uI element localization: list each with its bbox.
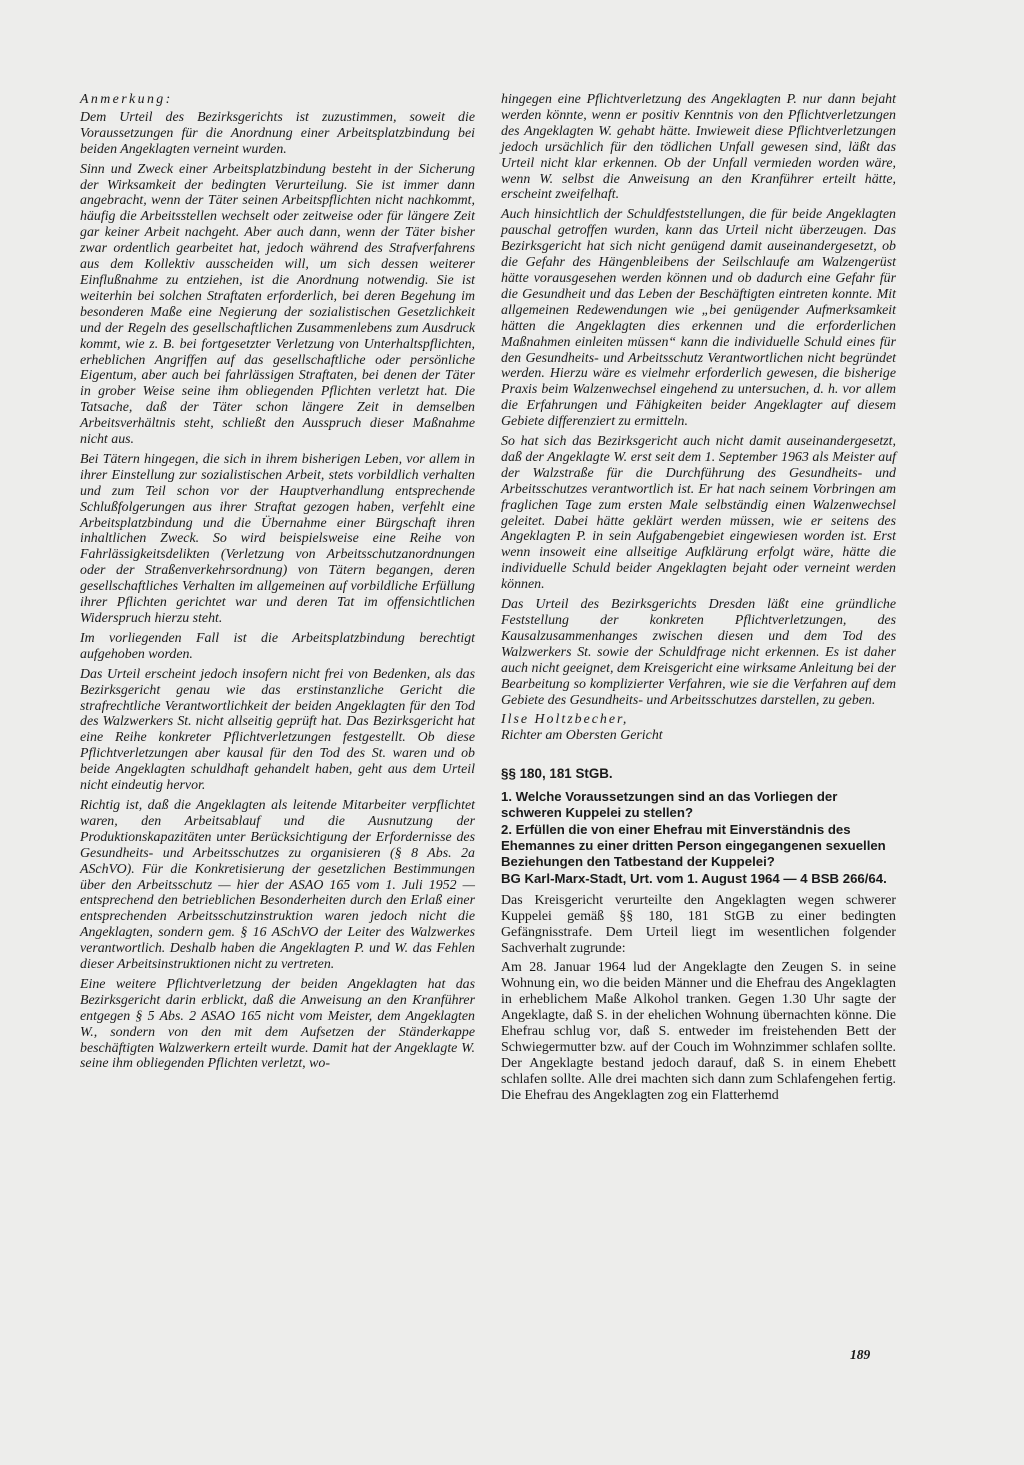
signature-title: Richter am Obersten Gericht — [501, 728, 663, 744]
headnote-question: 1. Welche Voraussetzungen sind an das Vorliegen der schweren Kuppelei zu stellen? — [501, 789, 838, 820]
annotation-paragraph: hingegen eine Pflichtverletzung des Angeklagten P. nur dann bejaht werden könnte, wenn er positiv Kenntnis von den Pflichtverletzungen des Angeklagten W. gehabt hätte. Inwieweit diese Pflichtverletzungen jedoch ursächlich für den tödlichen Unfall gewesen sind, läßt das Urteil nicht klar erkennen. Ob der Unfall vermieden worden wäre, wenn W. selbst die Anweisung an den Kranführer erteilt hätte, erscheint zweifelhaft. — [501, 92, 896, 203]
annotation-paragraph: Dem Urteil des Bezirksgerichts ist zuzustimmen, soweit die Voraussetzungen für die Anordnung einer Arbeitsplatzbindung bei beiden Angeklagten verneint wurden. — [80, 109, 475, 157]
annotation-paragraph: Das Urteil erscheint jedoch insofern nicht frei von Bedenken, als das Bezirksgericht genau wie das erstinstanzliche Gericht die strafrechtliche Verantwortlichkeit der beiden Angeklagten für den Tod des Walzwerkers St. nicht allseitig geprüft hat. Das Bezirksgericht hat eine Reihe konkreter Pflichtverletzungen festgestellt. Ob diese Pflichtverletzungen aber kausal für den Tod des St. waren und ob beide Angeklagten schuldhaft gehandelt haben, geht aus dem Urteil nicht eindeutig hervor. — [80, 666, 475, 794]
law-section-heading: §§ 180, 181 StGB. — [501, 766, 613, 782]
annotation-paragraph: Richtig ist, daß die Angeklagten als leitende Mitarbeiter verpflichtet waren, den Arbeitsablauf und die Ausnutzung der Produktionskapazitäten unter Berücksichtigung der Erfordernisse des Gesundheits- und Arbeitsschutzes zu organisieren (§ 8 Abs. 2a ASchVO). Für die Konkretisierung der gesetzlichen Bestimmungen über den Arbeitsschutz — hier der ASAO 165 vom 1. Juli 1952 — entsprechend den betrieblichen Besonderheiten durch den Erlaß einer entsprechenden Arbeitsschutzinstruktion waren jedoch nicht die Angeklagten, sondern gem. § 16 ASchVO der Leiter des Walzwerkes verantwortlich. Deshalb haben die Angeklagten P. und W. das Fehlen dieser Arbeitsinstruktionen nicht zu vertreten. — [80, 797, 475, 973]
annotation-paragraph: Im vorliegenden Fall ist die Arbeitsplatzbindung berechtigt aufgehoben worden. — [80, 630, 475, 662]
headnote-question: 2. Erfüllen die von einer Ehefrau mit Einverständnis des Ehemannes zu einer dritten Person eingegangenen sexuellen Beziehungen den Tatbestand der Kuppelei? — [501, 822, 886, 869]
right-column — [501, 92, 896, 1108]
annotation-paragraph: Auch hinsichtlich der Schuldfeststellungen, die für beide Angeklagten pauschal getroffen wurden, kann das Urteil nicht überzeugen. Das Bezirksgericht hat sich nicht genügend damit auseinandergesetzt, ob die Gefahr des Hängenbleibens der Seilschlaufe am Walzengerüst hätte vorausgesehen werden können und ob dadurch eine Gefahr für die Gesundheit und das Leben der Beschäftigten eintreten konnte. Mit allgemeinen Redewendungen wie „bei genügender Aufmerksamkeit hätten die Angeklagten dies erkennen und die erforderlichen Maßnahmen einleiten müssen“ kann die individuelle Schuld eines für den Gesundheits- und Arbeitsschutz Verantwortlichen nicht begründet werden. Hierzu wäre es vielmehr erforderlich gewesen, die bisherige Praxis beim Walzenwechsel eingehend zu untersuchen, d. h. vor allem die Erfahrungen und Fähigkeiten beider Angeklagter auf diesem Gebiete differenziert zu ermitteln. — [501, 207, 896, 430]
left-column — [80, 92, 475, 1108]
two-column-layout — [80, 92, 894, 1108]
annotation-paragraph: So hat sich das Bezirksgericht auch nicht damit auseinandergesetzt, daß der Angeklagte W. erst seit dem 1. September 1963 als Meister auf der Walzstraße für die Durchführung des Gesundheits- und Arbeitsschutzes verantwortlich ist. Er hat nach seinem Vorbringen am fraglichen Tage zum ersten Male selbständig einen Walzenwechsel geleitet. Dabei hätte geklärt werden müssen, wie er seitens des Angeklagten P. in sein Aufgabengebiet eingewiesen worden ist. Erst wenn insoweit eine allseitige Aufklärung erfolgt wäre, hätte die individuelle Schuld beider Angeklagten bejaht oder verneint werden können. — [501, 434, 896, 593]
signature-name: Ilse Holtzbecher, — [501, 712, 629, 728]
judgment-paragraph: Das Kreisgericht verurteilte den Angeklagten wegen schwerer Kuppelei gemäß §§ 180, 181 StGB zu einer bedingten Gefängnisstrafe. Dem Urteil liegt im wesentlichen folgender Sachverhalt zugrunde: — [501, 892, 896, 956]
page-number: 189 — [850, 1347, 871, 1362]
annotation-paragraph: Eine weitere Pflichtverletzung der beiden Angeklagten hat das Bezirksgericht darin erblickt, daß die Anweisung an den Kranführer entgegen § 5 Abs. 2 ASAO 165 nicht vom Meister, dem Angeklagten W., sondern von den mit dem Aufsetzen der Ständerkappe beschäftigten Walzwerkern erteilt wurde. Damit hat der Angeklagte W. seine ihm obliegenden Pflichten verletzt, wo- — [80, 976, 475, 1072]
annotation-paragraph: Das Urteil des Bezirksgerichts Dresden läßt eine gründliche Feststellung der konkreten Pflichtverletzungen, des Kausalzusammenhanges zwischen diesen und dem Tod des Walzwerkers St. sowie der Schuldfrage nicht erkennen. Es ist daher auch nicht geeignet, dem Kreisgericht eine wirksame Anleitung bei der Bearbeitung so komplizierter Verfahren, wie sie die Verfahren auf dem Gebiete des Gesundheits- und Arbeitsschutzes darstellen, zu geben. — [501, 597, 896, 708]
court-reference: BG Karl-Marx-Stadt, Urt. vom 1. August 1964 — 4 BSB 266/64. — [501, 871, 887, 887]
annotation-heading: Anmerkung: — [80, 92, 173, 107]
annotation-paragraph: Bei Tätern hingegen, die sich in ihrem bisherigen Leben, vor allem in ihrer Einstellung zur sozialistischen Arbeit, stets vorbildlich verhalten und zum Teil schon vor der Hauptverhandlung entsprechende Schlußfolgerungen aus ihrer Straftat gezogen haben, verfehlt eine Arbeitsplatzbindung und die Übernahme einer Bürgschaft ihren inhaltlichen Zweck. So wird beispielsweise eine Reihe von Fahrlässigkeitsdelikten (Verletzung von Arbeitsschutzanordnungen oder der Straßenverkehrsordnung) von Tätern begangen, deren gesellschaftliches Verhalten im allgemeinen auf vorbildliche Erfüllung ihrer Pflichten gerichtet war und deren Tat im offensichtlichen Widerspruch hierzu steht. — [80, 451, 475, 626]
annotation-paragraph: Sinn und Zweck einer Arbeitsplatzbindung besteht in der Sicherung der Wirksamkeit der bedingten Verurteilung. Sie ist immer dann angebracht, wenn der Täter seinen Arbeitspflichten nicht nachkommt, häufig die Arbeitsstellen wechselt oder zeitweise oder für längere Zeit gar keiner Arbeit nachgeht. Aber auch dann, wenn der Täter bisher zwar ordentlich gearbeitet hat, jedoch während des Strafverfahrens aus dem Kollektiv ausscheiden will, um sich dessen weiterer Einflußnahme zu entziehen, ist die Anordnung notwendig. Sie ist weiterhin bei solchen Straftaten erforderlich, bei deren Begehung im besonderen Maße eine Negierung der sozialistischen Gesetzlichkeit und der Regeln des gesellschaftlichen Zusammenlebens zum Ausdruck kommt, wie z. B. bei fortgesetzter Verletzung von Unterhaltspflichten, erheblichen Angriffen auf das gesellschaftliche oder persönliche Eigentum, aber auch bei fahrlässigen Straftaten, bei denen der Täter in grober Weise seine ihm obliegenden Pflichten verletzt hat. Die Tatsache, daß der Täter schon längere Zeit in demselben Arbeitsverhältnis steht, schließt den Ausspruch dieser Maßnahme nicht aus. — [80, 161, 475, 448]
judgment-paragraph: Am 28. Januar 1964 lud der Angeklagte den Zeugen S. in seine Wohnung ein, wo die beiden Männer und die Ehefrau des Angeklagten in erheblichem Maße Alkohol tranken. Gegen 1.30 Uhr sagte der Angeklagte, daß S. in der ehelichen Wohnung übernachten könne. Die Ehefrau schlug vor, daß S. entweder im freistehenden Bett der Schwiegermutter bzw. auf der Couch im Wohnzimmer schlafen sollte. Der Angeklagte bestand jedoch darauf, daß S. in einem Ehebett schlafen sollte. Alle drei machten sich dann zum Schlafengehen fertig. Die Ehefrau des Angeklagten zog ein Flatterhemd — [501, 960, 896, 1103]
